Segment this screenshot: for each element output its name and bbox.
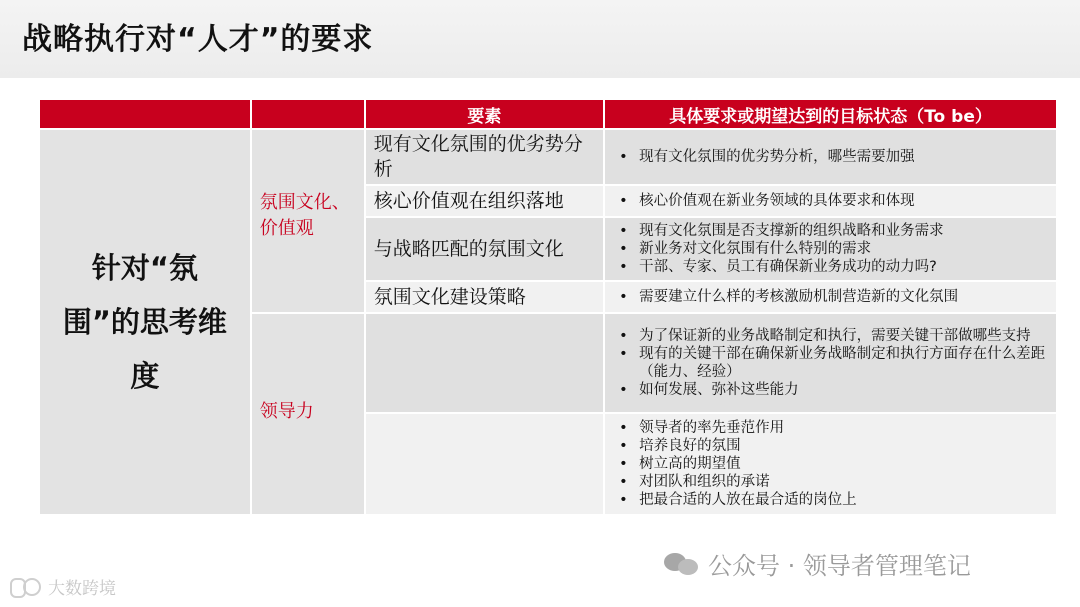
page-title: 战略执行对“人才”的要求 [22,22,374,57]
element-cell: 氛围文化建设策略 [366,282,603,312]
category-leadership: 领导力 [252,314,364,514]
logo-icon [10,576,42,598]
element-cell [366,314,603,412]
header-cell-target-state: 具体要求或期望达到的目标状态（To be） [605,100,1056,128]
bullet-item: • 干部、专家、员工有确保新业务成功的动力吗? [617,258,1048,276]
bullet-item: • 现有文化氛围的优劣势分析，哪些需要加强 [617,148,1048,166]
category-atmosphere: 氛围文化、价值观 [252,130,364,312]
bullet-item: • 如何发展、弥补这些能力 [617,381,1048,399]
header-cell-element: 要素 [366,100,603,128]
bullet-item: • 领导者的率先垂范作用 [617,419,1048,437]
header-cell-blank-1 [40,100,250,128]
bullet-item: • 培养良好的氛围 [617,437,1048,455]
bullet-item: • 核心价值观在新业务领域的具体要求和体现 [617,192,1048,210]
target-cell [605,218,1056,280]
bullet-item: • 把最合适的人放在最合适的岗位上 [617,491,1048,509]
wechat-icon [664,551,698,577]
bullet-item: • 现有文化氛围是否支撑新的组织战略和业务需求 [617,222,1048,240]
element-cell: 与战略匹配的氛围文化 [366,218,603,280]
target-cell [605,186,1056,216]
table-header-row [40,100,1056,128]
target-cell [605,130,1056,184]
element-cell [366,414,603,514]
header-cell-blank-2 [252,100,364,128]
target-cell [605,414,1056,514]
target-cell [605,314,1056,412]
bullet-item: • 对团队和组织的承诺 [617,473,1048,491]
title-bar [0,0,1080,78]
bullet-item: • 新业务对文化氛围有什么特别的需求 [617,240,1048,258]
logo-text: 大数跨境 [48,579,116,599]
bullet-item: • 树立高的期望值 [617,455,1048,473]
table-row [40,130,1056,184]
wechat-watermark [664,546,971,581]
element-cell: 现有文化氛围的优劣势分析 [366,130,603,184]
dimension-label: 针对“氛围”的思考维度 [40,130,250,514]
bullet-item: • 需要建立什么样的考核激励机制营造新的文化氛围 [617,288,1048,306]
element-cell: 核心价值观在组织落地 [366,186,603,216]
target-cell [605,282,1056,312]
watermark-text: 公众号 · 领导者管理笔记 [708,552,971,580]
brand-logo [10,574,116,599]
requirements-table [38,98,1058,516]
bullet-item: • 为了保证新的业务战略制定和执行，需要关键干部做哪些支持 [617,327,1048,345]
bullet-item: • 现有的关键干部在确保新业务战略制定和执行方面存在什么差距（能力、经验） [617,345,1048,381]
